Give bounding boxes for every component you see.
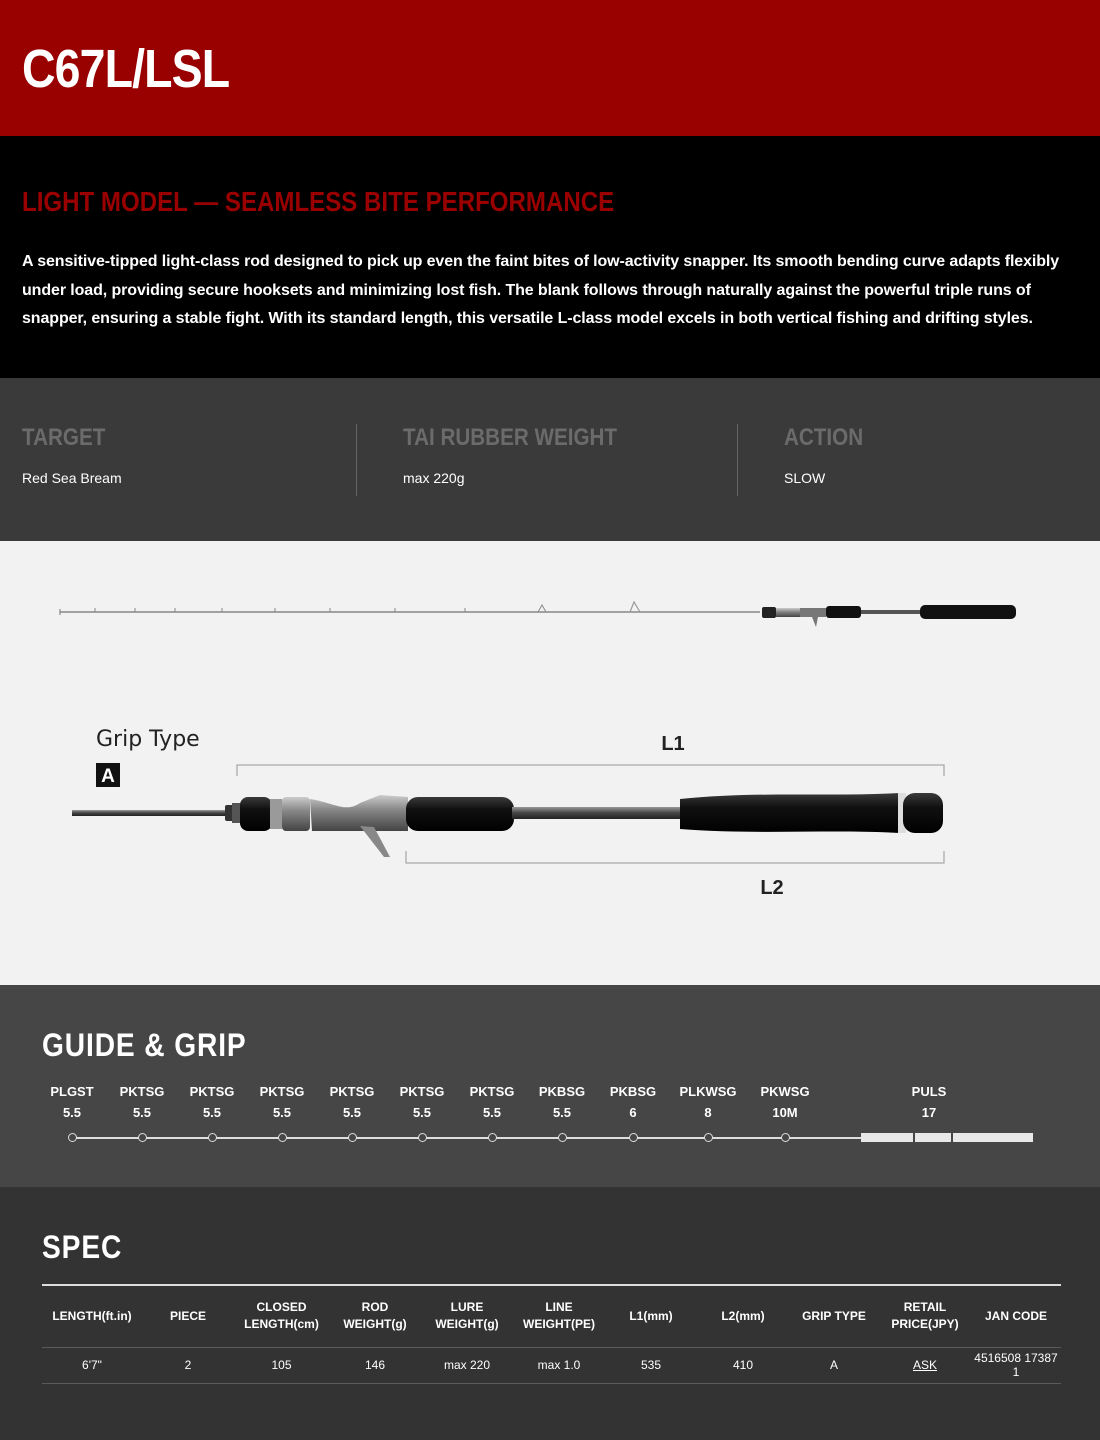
guide-item	[172, 1081, 252, 1123]
spec-header: LINE WEIGHT(PE)	[513, 1285, 605, 1347]
guide-marker	[488, 1133, 497, 1142]
guide-marker	[704, 1133, 713, 1142]
spec-cell	[879, 1347, 971, 1383]
l2-dimension-line	[406, 851, 944, 863]
guide-marker	[781, 1133, 790, 1142]
grip-type-label: Grip Type	[96, 727, 200, 752]
guide-size: 6	[629, 1105, 637, 1120]
guide-size: 10M	[772, 1105, 798, 1120]
guide-grip-title: GUIDE & GRIP	[42, 1027, 247, 1063]
spec-title: SPEC	[42, 1229, 123, 1265]
model-title: C67L/LSL	[22, 39, 230, 99]
grip-segment	[915, 1133, 951, 1142]
guide-name: PKWSG	[760, 1084, 810, 1099]
guide-name: PKTSG	[329, 1084, 375, 1099]
guide-item	[668, 1081, 748, 1123]
guide-item	[32, 1081, 112, 1123]
spec-header: ROD WEIGHT(g)	[329, 1285, 421, 1347]
description-text: A sensitive-tipped light-class rod designed to pick up even the faint bites of low-activity snapper. Its smooth bending curve adapts flexibly under load, providing secure hooksets and minimizing lost fish. The blank follows through naturally against the powerful triple runs of snapper, ensuring a stable fight. With its standard length, this versatile L-class model excels in both vertical fishing and drifting styles.	[22, 253, 1060, 327]
spec-cell: 2	[142, 1347, 234, 1383]
spec-header: PIECE	[142, 1285, 234, 1347]
property-label: ACTION	[784, 424, 864, 451]
rod-diagram	[0, 541, 1100, 985]
divider	[356, 424, 357, 496]
description-section	[0, 136, 1100, 378]
guide-name: PKTSG	[259, 1084, 305, 1099]
guide-size: 5.5	[272, 1105, 292, 1120]
spec-table	[42, 1284, 1061, 1384]
property-value: Red Sea Bream	[22, 470, 122, 486]
guide-size: 5.5	[202, 1105, 222, 1120]
guide-name: PLKWSG	[679, 1084, 737, 1099]
spec-cell: 6'7"	[42, 1347, 142, 1383]
l1-label: L1	[661, 733, 685, 755]
spec-cell: max 220	[421, 1347, 513, 1383]
spec-cell: max 1.0	[513, 1347, 605, 1383]
divider	[737, 424, 738, 496]
property-target	[22, 424, 122, 496]
reel-seat-size: 17	[921, 1105, 937, 1120]
property-value: max 220g	[403, 470, 465, 486]
spec-section	[0, 1187, 1100, 1440]
reel-seat-name: PULS	[911, 1084, 947, 1099]
spec-header: GRIP TYPE	[789, 1285, 879, 1347]
spec-header: LURE WEIGHT(g)	[421, 1285, 513, 1347]
property-action	[784, 424, 876, 496]
guide-size: 5.5	[552, 1105, 572, 1120]
spec-header: CLOSED LENGTH(cm)	[234, 1285, 329, 1347]
guide-marker	[418, 1133, 427, 1142]
properties-section	[0, 378, 1100, 541]
grip-segment	[953, 1133, 1033, 1142]
guide-item	[312, 1081, 392, 1123]
guide-marker	[558, 1133, 567, 1142]
guide-name: PKTSG	[399, 1084, 445, 1099]
spec-header-row	[42, 1285, 1061, 1347]
guide-item	[382, 1081, 462, 1123]
guide-size: 5.5	[132, 1105, 152, 1120]
guide-grip-section	[0, 985, 1100, 1187]
guide-name: PKBSG	[538, 1084, 586, 1099]
guide-size: 5.5	[482, 1105, 502, 1120]
headline: LIGHT MODEL — SEAMLESS BITE PERFORMANCE	[22, 186, 615, 217]
grip-closeup-image	[72, 793, 943, 857]
guide-marker	[208, 1133, 217, 1142]
ask-price-link[interactable]: ASK	[912, 1358, 937, 1372]
property-label: TAI RUBBER WEIGHT	[403, 424, 618, 451]
l2-label: L2	[760, 877, 784, 899]
guide-size: 8	[704, 1105, 712, 1120]
guide-item	[242, 1081, 322, 1123]
guide-marker	[629, 1133, 638, 1142]
spec-header: L1(mm)	[605, 1285, 697, 1347]
guide-size: 5.5	[62, 1105, 82, 1120]
l1-dimension-line	[237, 765, 944, 776]
rod-image-area	[0, 541, 1100, 985]
guide-item	[745, 1081, 825, 1123]
guide-item	[593, 1081, 673, 1123]
guide-size: 5.5	[412, 1105, 432, 1120]
spec-cell: A	[789, 1347, 879, 1383]
property-weight	[403, 424, 652, 496]
guide-name: PKTSG	[469, 1084, 515, 1099]
reel-seat-item	[889, 1081, 969, 1123]
guide-name: PLGST	[50, 1084, 94, 1099]
spec-header: LENGTH(ft.in)	[42, 1285, 142, 1347]
guide-item	[452, 1081, 532, 1123]
guide-name: PKTSG	[119, 1084, 165, 1099]
guide-marker	[348, 1133, 357, 1142]
guide-name: PKTSG	[189, 1084, 235, 1099]
spec-row	[42, 1347, 1061, 1383]
guide-line	[72, 1137, 862, 1139]
guide-marker	[138, 1133, 147, 1142]
spec-cell: 410	[697, 1347, 789, 1383]
spec-header: L2(mm)	[697, 1285, 789, 1347]
grip-segment	[861, 1133, 913, 1142]
spec-cell: 105	[234, 1347, 329, 1383]
grip-type-badge-text: A	[101, 766, 115, 787]
guide-marker	[68, 1133, 77, 1142]
title-bar	[0, 0, 1100, 136]
property-label: TARGET	[22, 424, 106, 451]
guide-item	[102, 1081, 182, 1123]
property-value: SLOW	[784, 470, 826, 486]
guide-marker	[278, 1133, 287, 1142]
full-rod-image	[60, 602, 1016, 627]
guide-size: 5.5	[342, 1105, 362, 1120]
spec-cell: 535	[605, 1347, 697, 1383]
spec-cell: 146	[329, 1347, 421, 1383]
guide-item	[522, 1081, 602, 1123]
spec-header: RETAIL PRICE(JPY)	[879, 1285, 971, 1347]
spec-header: JAN CODE	[971, 1285, 1061, 1347]
spec-cell: 4516508 17387 1	[971, 1347, 1061, 1383]
guide-name: PKBSG	[609, 1084, 657, 1099]
